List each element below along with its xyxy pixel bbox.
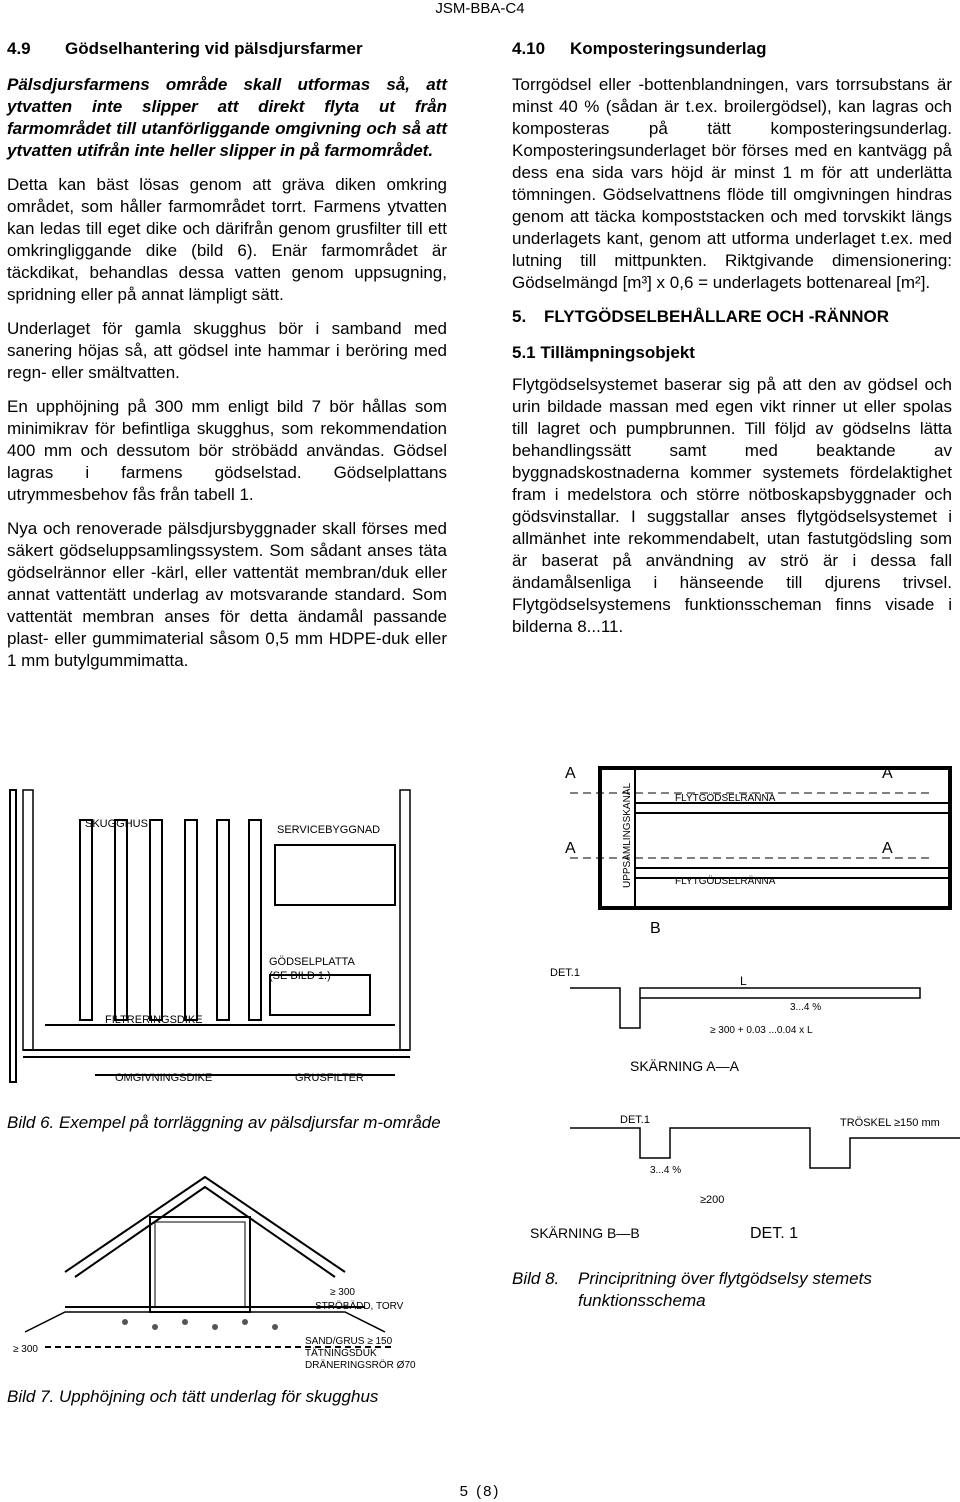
section-title: Komposteringsunderlag [570,39,767,58]
marker-a: A [882,840,893,857]
label-servicebyggnad: SERVICEBYGGNAD [277,824,381,836]
page-number: 5 (8) [459,1483,501,1500]
right-column [512,38,952,650]
section-4-9-heading [7,38,447,60]
caption-bild-6: Bild 6. Exempel på torrläggning av pälsdjursfar m-område [7,1113,441,1132]
label-omgivningsdike: OMGIVNINGSDIKE [115,1072,213,1084]
marker-a: A [565,765,576,782]
section-number: 4.10 [512,39,546,58]
paragraph: En upphöjning på 300 mm enligt bild 7 bör hållas som minimikrav för befintliga skugghus, som rekommendation 400 mm och dessutom bör ströbädd användas. Gödsel lagras i farmens gödselstad. Gödselplattans utrymmesbehov fås från tabell 1. [7,397,447,504]
label-det1: DET.1 [550,967,580,979]
label-flytgodselranna-2: FLYTGÖDSELRÄNNA [675,876,776,887]
paragraph: Underlaget för gamla skugghus bör i samband med sanering höjas så, att gödsel inte hammar i beröring med regn- eller smältvatten. [7,319,447,382]
paragraph: Detta kan bäst lösas genom att gräva diken omkring området, som håller farmområdet torrt. Farmens ytvatten kan ledas till eget dike och därifrån genom grusfilter till ett omkringliggande dike (bild 6). Enär farmområdet är täckdikat, behandlas dessa vatten genom uppsugning, spridning eller på annat lämpligt sätt. [7,175,447,304]
label-skarning-bb: SKÄRNING B—B [530,1225,640,1241]
label-det1: DET.1 [620,1114,650,1126]
figure-6-site-plan [5,785,445,1090]
section-4-10-heading [512,38,952,60]
section-5-1-heading: 5.1 Tillämpningsobjekt [512,343,695,362]
label-dimension: ≥ 300 + 0.03 ...0.04 x L [710,1025,813,1036]
caption-bild-7: Bild 7. Upphöjning och tätt underlag för skugghus [7,1387,379,1406]
label-dim-200: ≥200 [700,1194,725,1206]
caption-bild-8 [512,1268,952,1312]
label-godselplatta: GÖDSELPLATTA [269,956,355,968]
left-column [7,38,447,684]
label-flytgodselranna-1: FLYTGÖDSELRÄNNA [675,793,776,804]
label-skarning-aa: SKÄRNING A—A [630,1058,739,1074]
paragraph: Torrgödsel eller -bottenblandningen, vars torrsubstans är minst 40 % (sådan är t.ex. broilergödsel), kan lagras och komposteras på tätt komposteringsunderlag. Komposteringsunderlaget bör förses med en kantvägg på dess ena sida vars höjd är minst 1 m för att underlätta tömningen. Gödselvattnens flöde till omgivningen hindras genom att täcka kompoststacken och med torvskikt längs underlagets kant, genom att utforma underlaget t.ex. med lutning till mittpunkten. Riktgivande dimensionering: Gödselmängd [m³] x 0,6 = underlagets bottenareal [m²]. [512,75,952,292]
label-skugghus: SKUGGHUS [85,818,148,830]
marker-b: B [650,920,661,937]
caption-label: Bild 8. [512,1269,560,1288]
paragraph: Flytgödselsystemet baserar sig på att den av gödsel och urin bildade massan med egen vikt rinner ut eller spolas till lagret och pumpbrunnen. Till följd av gödselns lätta behandlingssätt samt med beaktande av byggnadskostnaderna kommer systemets fördelaktighet fram i medelstora och större nötboskapsbyggnader och gödsvinstallar. I suggstallar anses flytgödselsystemet i allmänhet inte rekommendabelt, utan fastutgödsling som är baserat på användning av strö är i dessa fall ändamålsenliga i hänseende till djurens trivsel. Flytgödselsystemens funktionsscheman finns visade i bilderna 8...11. [512,375,952,636]
figure-8-flytgodsel-schema [510,748,960,1248]
dim-300-upper: ≥ 300 [330,1287,355,1298]
label-sand-grus: SAND/GRUS ≥ 150 [305,1336,393,1347]
label-draneringsror: DRÄNERINGSRÖR Ø70 [305,1360,416,1371]
page-header: JSM-BBA-C4 [435,0,525,17]
section-title: FLYTGÖDSELBEHÅLLARE OCH -RÄNNOR [544,307,890,326]
intro-paragraph: Pälsdjursfarmens område skall utformas så, att ytvatten inte slipper att direkt flyta ut från farmområdet till utanförliggande omgivning och så att ytvatten utifrån inte heller slipper in på farmområdet. [7,75,447,160]
section-number: 5. [512,307,527,326]
label-det1-detail: DET. 1 [750,1225,799,1242]
paragraph: Nya och renoverade pälsdjursbyggnader skall förses med säkert gödseluppsamlingssystem. Som sådant anses täta gödselrännor eller -kärl, eller vattentät membran/duk eller annat vattentätt underlag av motsvarande standard. Som vattentät membran anses för detta ändamål passande plast- eller gummimaterial såsom 0,5 mm HDPE-duk eller 1 mm butylgummimatta. [7,519,447,670]
label-tatningsduk: TÄTNINGSDUK [305,1348,377,1359]
marker-a: A [565,840,576,857]
label-filtreringsdike: FILTRERINGSDIKE [105,1014,203,1026]
section-number: 4.9 [7,39,31,58]
label-troskel: TRÖSKEL ≥150 mm [840,1117,940,1129]
label-se-bild: (SE BILD 1.) [269,970,331,982]
label-uppsamlingskanal: UPPSAMLINGSKANAL [622,782,633,888]
label-slope: 3...4 % [790,1002,822,1013]
caption-text: Principritning över flytgödselsy stemets funktionsschema [578,1269,872,1310]
section-5-heading [512,306,952,328]
label-strobadd: STRÖBÄDD, TORV [315,1301,404,1312]
section-title: Gödselhantering vid pälsdjursfarmer [65,39,363,58]
dim-300-lower: ≥ 300 [13,1344,38,1355]
label-slope: 3...4 % [650,1165,682,1176]
marker-a: A [882,765,893,782]
label-grusfilter: GRUSFILTER [295,1072,364,1084]
figure-7-cross-section [5,1172,425,1372]
label-l: L [740,974,747,988]
